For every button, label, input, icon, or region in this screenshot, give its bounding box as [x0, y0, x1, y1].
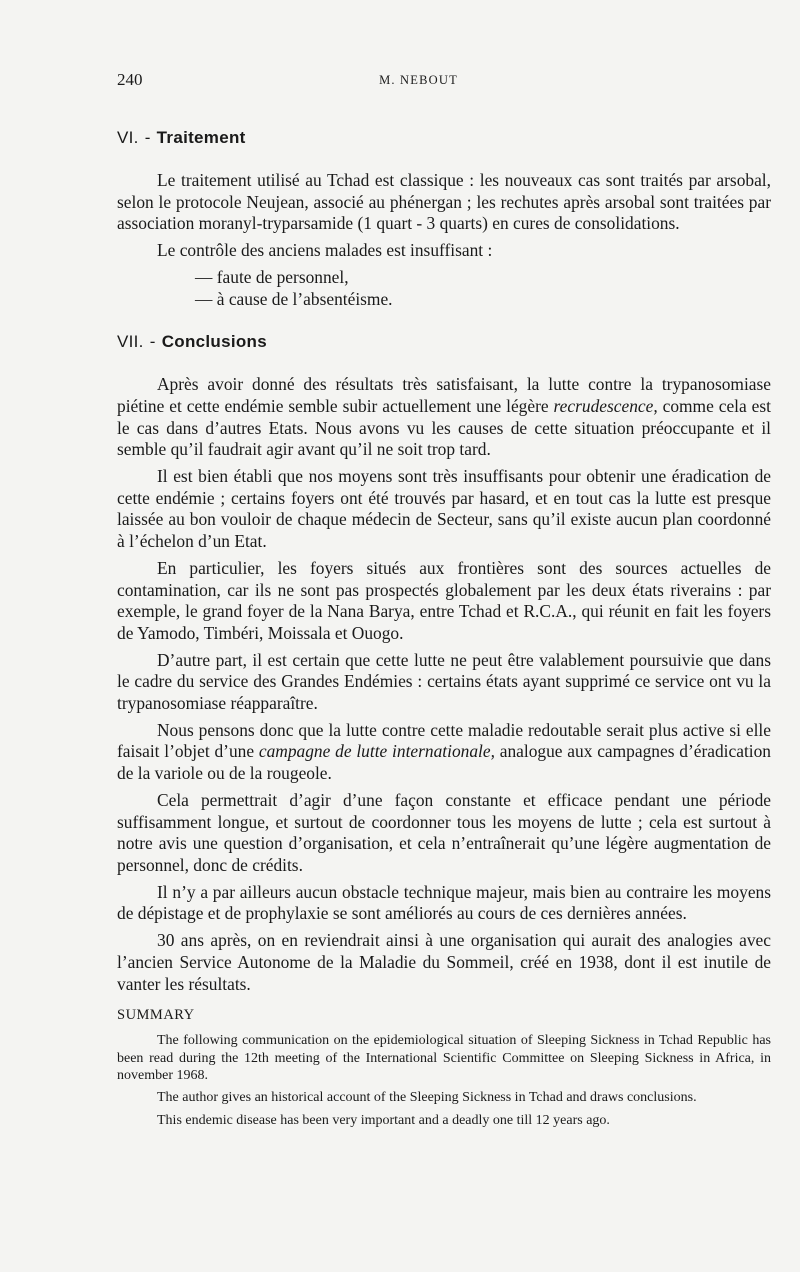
emphasis: campagne de lutte internationale,	[258, 741, 495, 762]
section-number: VI.	[117, 128, 139, 147]
text-run: Après avoir donné des résultats très satisfaisant, la lutte contre la trypanosomiase piétine et cette endémie semble subir actuellement une légère	[117, 374, 771, 416]
paragraph: Cela permettrait d’agir d’une façon constante et efficace pendant une période suffisamment longue, et surtout de coordonner tous les moyens de lutte ; cela est surtout à notre avis une question d’organisation, et cela n’entraînerait qu’une légère augmentation de personnel, donc de crédits.	[117, 789, 771, 875]
section-heading-conclusions	[117, 332, 771, 352]
section-heading-traitement	[117, 128, 771, 148]
paragraph	[117, 374, 771, 461]
paragraph: Il n’y a par ailleurs aucun obstacle technique majeur, mais bien au contraire les moyens de dépistage et de prophylaxie se sont améliorés au cours de ces dernières années.	[117, 881, 771, 924]
section-separator: -	[149, 332, 156, 352]
list-item: — à cause de l’absentéisme.	[195, 289, 771, 311]
paragraph: En particulier, les foyers situés aux frontières sont des sources actuelles de contamination, car ils ne sont pas prospectés globalement par les deux états riverains : par exemple, le grand foyer de la Nana Barya, entre Tchad et R.C.A., qui réunit en fait les foyers de Yamodo, Timbéri, Moissala et Ouogo.	[117, 557, 771, 643]
emphasis: recrudescence,	[553, 395, 658, 416]
text-run: Nous pensons donc que la lutte contre cette maladie redoutable serait plus active si elle faisait l’objet d’une	[117, 719, 771, 762]
summary-paragraph: The following communication on the epidemiological situation of Sleeping Sickness in Tchad Republic has been read during the 12th meeting of the International Scientific Committee on Sleeping Sickness in Africa, in november 1968.	[117, 1033, 771, 1084]
summary-paragraph: The author gives an historical account of the Sleeping Sickness in Tchad and draws conclusions.	[157, 1090, 697, 1106]
section-title: Traitement	[156, 128, 246, 147]
list-item: — faute de personnel,	[195, 267, 771, 289]
paragraph: Il est bien établi que nos moyens sont très insuffisants pour obtenir une éradication de cette endémie ; certains foyers ont été trouvés par hasard, et en tout cas la lutte est presque laissée au bon vouloir de chaque médecin de Secteur, sans qu’il existe aucun plan coordonné à l’échelon d’un Etat.	[117, 466, 771, 552]
section-separator: -	[144, 128, 151, 147]
text-run: analogue aux campagnes d’éradication de la variole ou de la rougeole.	[117, 741, 771, 784]
page-number: 240	[117, 70, 143, 89]
paragraph: 30 ans après, on en reviendrait ainsi à une organisation qui aurait des analogies avec l’ancien Service Autonome de la Maladie du Sommeil, créé en 1938, dont il est inutile de vanter les résultats.	[117, 930, 771, 994]
paragraph: Le contrôle des anciens malades est insuffisant :	[157, 240, 493, 261]
paragraph: D’autre part, il est certain que cette lutte ne peut être valablement poursuivie que dans le cadre du service des Grandes Endémies : certains états ayant supprimé ce service ont vu la trypanosomiase réapparaître.	[117, 649, 771, 714]
paragraph	[117, 720, 771, 785]
summary-paragraph: This endemic disease has been very important and a deadly one till 12 years ago.	[157, 1112, 610, 1128]
dash-list	[195, 267, 771, 310]
section-number: VII.	[117, 332, 144, 352]
summary-heading: SUMMARY	[117, 1007, 195, 1024]
page-header	[117, 70, 750, 94]
article-body	[117, 128, 771, 1134]
running-head: M. NEBOUT	[379, 73, 458, 87]
section-title: Conclusions	[161, 332, 267, 352]
paragraph: Le traitement utilisé au Tchad est classique : les nouveaux cas sont traités par arsobal, selon le protocole Neujean, associé au phénergan ; les rechutes après arsobal sont traitées par association moranyl-tryparsamide (1 quart - 3 quarts) en cures de consolidations.	[117, 170, 771, 234]
text-run: comme cela est le cas dans d’autres Etats. Nous avons vu les causes de cette situation préoccupante et il semble qu’il faudrait agir avant qu’il ne soit trop tard.	[117, 395, 771, 460]
